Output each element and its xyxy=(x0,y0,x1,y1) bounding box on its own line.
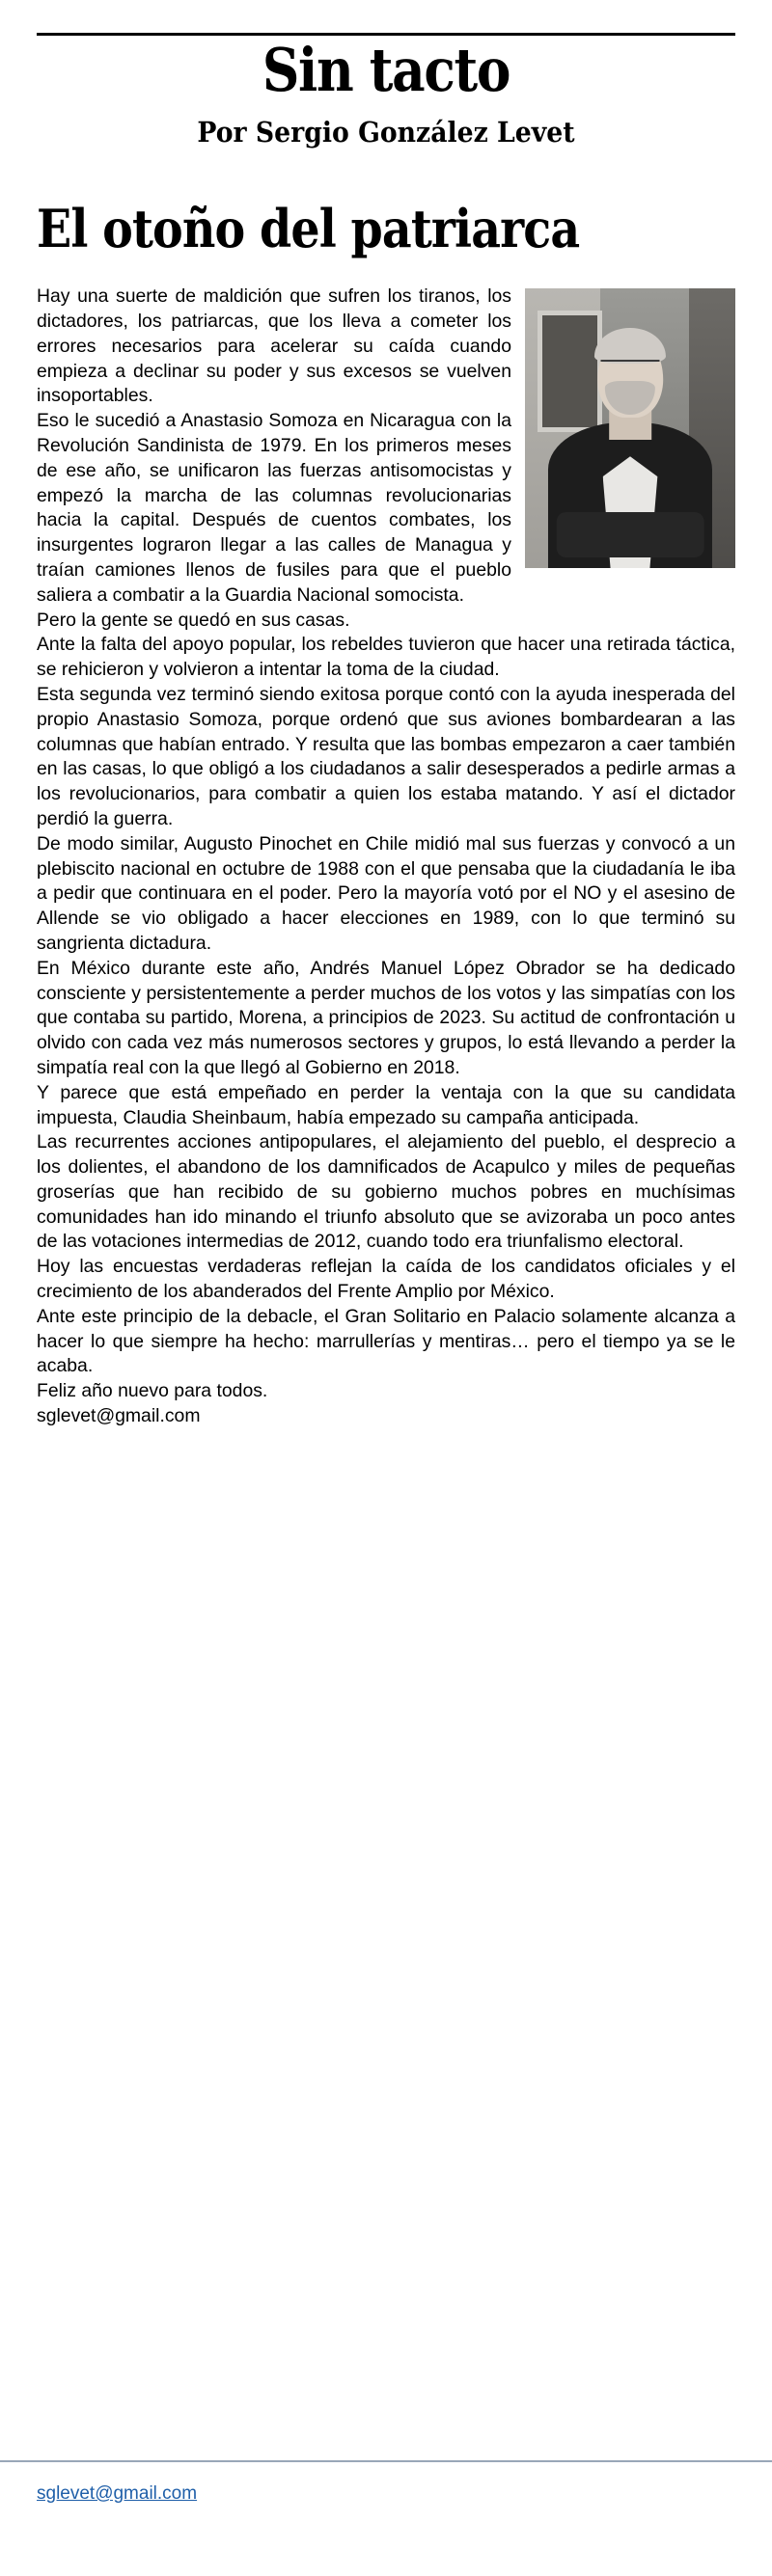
article-paragraph: Ante la falta del apoyo popular, los rebeldes tuvieron que hacer una retirada táctica, se rehicieron y volvieron a intentar la toma de la ciudad. xyxy=(37,634,735,681)
article-paragraph: Hoy las encuestas verdaderas reflejan la caída de los candidatos oficiales y el crecimiento de los abanderados del Frente Amplio por México. xyxy=(37,1256,735,1303)
article-paragraph: Feliz año nuevo para todos. xyxy=(37,1380,268,1402)
author-portrait-image xyxy=(525,288,735,568)
article-email-line: sglevet@gmail.com xyxy=(37,1405,201,1427)
portrait-picture-frame xyxy=(538,311,602,432)
article-paragraph: Eso le sucedió a Anastasio Somoza en Nicaragua con la Revolución Sandinista de 1979. En los primeros meses de ese año, se unificaron las fuerzas antisomocistas y empezó la marcha de las columnas revolucionarias hacia la capital. Después de cuentos combates, los insurgentes lograron llegar a las calles de Managua y traían camiones llenos de fusiles para que el pueblo saliera a combatir a la Guardia Nacional somocista. xyxy=(37,410,511,606)
article-paragraph: Las recurrentes acciones antipopulares, el alejamiento del pueblo, el desprecio a los dolientes, el abandono de los damnificados de Acapulco y miles de pequeñas groserías que han recibido de su gobierno muchos pobres en muchísimas comunidades han ido minando el triunfo absoluto que se avizoraba un poco antes de las votaciones intermedias de 2012, cuando todo era triunfalismo electoral. xyxy=(37,1131,735,1253)
article-paragraph: Hay una suerte de maldición que sufren los tiranos, los dictadores, los patriarcas, que los lleva a cometer los errores necesarios para acelerar su caída cuando empieza a declinar su poder y sus excesos se vuelven insoportables. xyxy=(37,285,511,407)
article-paragraph: Y parece que está empeñado en perder la ventaja con la que su candidata impuesta, Claudia Sheinbaum, había empezado su campaña anticipada. xyxy=(37,1081,735,1128)
portrait-glasses xyxy=(600,360,659,376)
headline-block xyxy=(37,198,735,260)
article-paragraph: Ante este principio de la debacle, el Gran Solitario en Palacio solamente alcanza a hacer lo que siempre ha hecho: marrullerías y mentiras… pero el tiempo ya se le acaba. xyxy=(37,1305,735,1377)
article-body xyxy=(37,285,735,1429)
footer xyxy=(0,2460,772,2576)
page-title: El otoño del patriarca xyxy=(37,198,580,260)
footer-email-link[interactable]: sglevet@gmail.com xyxy=(37,2483,198,2504)
byline: Por Sergio González Levet xyxy=(197,116,575,149)
column-title: Sin tacto xyxy=(262,35,510,105)
article-paragraph: En México durante este año, Andrés Manuel López Obrador se ha dedicado consciente y persistentemente a perder muchos de los votos y las simpatías con los que contaba su partido, Morena, a principios de 2023. Su actitud de confrontación u olvido con cada vez más numerosos sectores y grupos, lo está llevando a perder la simpatía real con la que llegó al Gobierno en 2018. xyxy=(37,957,735,1078)
article-paragraph: Pero la gente se quedó en sus casas. xyxy=(37,609,350,631)
article-paragraph: Esta segunda vez terminó siendo exitosa porque contó con la ayuda inesperada del propio Anastasio Somoza, porque ordenó que sus aviones bombardearan a las columnas que habían entrado. Y resulta que las bombas empezaron a caer también en las casas, lo que obligó a los ciudadanos a salir desesperados a pedirle armas a los revolucionarios, para combatir a quien los estaba matando. Y así el dictador perdió la guerra. xyxy=(37,683,735,829)
portrait-arms xyxy=(557,512,704,556)
masthead xyxy=(37,35,735,149)
article-paragraph: De modo similar, Augusto Pinochet en Chile midió mal sus fuerzas y convocó a un plebiscito nacional en octubre de 1988 con el que pensaba que la ciudadanía le iba a pedir que continuara en el poder. Pero la mayoría votó por el NO y el asesino de Allende se vio obligado a hacer elecciones en 1989, con lo que terminó su sangrienta dictadura. xyxy=(37,832,735,954)
